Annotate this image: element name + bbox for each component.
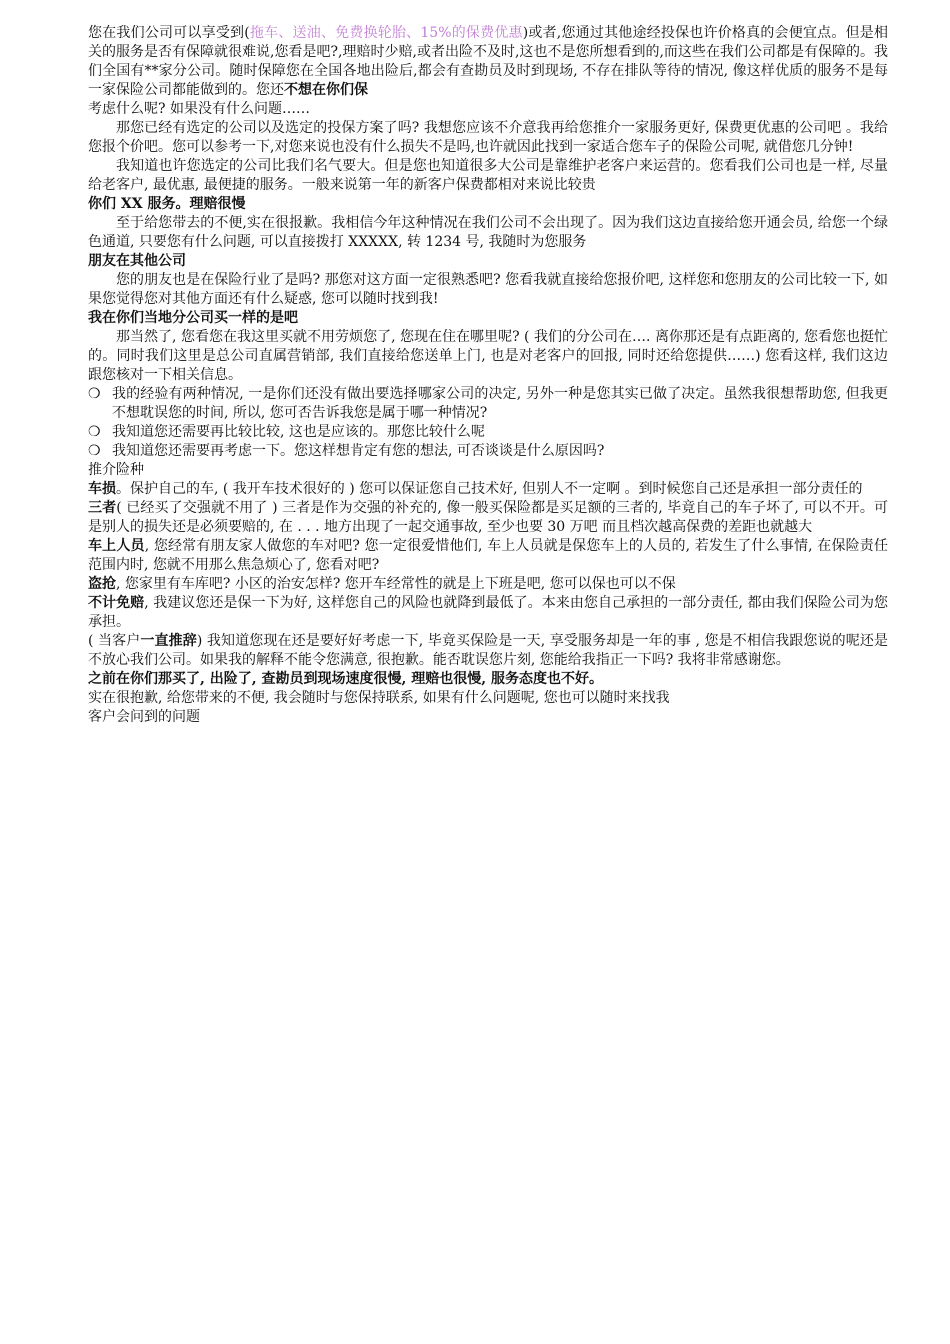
heading-bad-experience: 之前在你们那买了, 出险了, 查勘员到现场速度很慢, 理赔也很慢, 服务态度也不好。 [88, 671, 603, 687]
paragraph-passengers: 车上人员, 您经常有朋友家人做您的车对吧? 您一定很爱惜他们, 车上人员就是保您车上的人员的, 若发生了什么事情, 在保险责任范围内时, 您就不用那么焦急烦心了, 您看对吧? [88, 538, 888, 573]
bullet-item: ❍ 我知道您还需要再比较比较, 这也是应该的。那您比较什么呢 [88, 424, 485, 440]
paragraph-friend: 您的朋友也是在保险行业了是吗? 那您对这方面一定很熟悉吧? 您看我就直接给您报价吧, 这样您和您朋友的公司比较一下, 如果您觉得您对其他方面还有什么疑惑, 您可以随时找到我! [88, 272, 888, 307]
coverage-label: 不计免赔 [88, 595, 145, 611]
heading-friend-other-company: 朋友在其他公司 [88, 253, 186, 269]
paragraph-third-party: 三者( 已经买了交强就不用了 ) 三者是作为交强的补充的, 像一般买保险都是买足额的三者的, 毕竟自己的车子坏了, 可以不开。可是别人的损失还是必须要赔的, 在 . . . 地方出现了一起交通事故, 至少也要 30 万吧 而且档次越高保费的差距也就越大 [88, 500, 888, 535]
promo-highlight: 拖车、送油、免费换轮胎、15%的保费优惠 [249, 25, 523, 41]
bullet-item: ❍ 我的经验有两种情况, 一是你们还没有做出要选择哪家公司的决定, 另外一种是您其实已做了决定。虽然我很想帮助您, 但我更不想耽误您的时间, 所以, 您可否告诉我您是属于哪一种情况? [88, 386, 888, 421]
paragraph-local-branch: 那当然了, 您看您在我这里买就不用劳烦您了, 您现在住在哪里呢? ( 我们的分公司在…. 离你那还是有点距离的, 您看您也挺忙的。同时我们这里是总公司直属营销部, 我们直接给您送单上门, 也是对老客户的回报, 同时还给您提供……) 您看这样, 我们这边跟您核对一下相关信息。 [88, 329, 888, 383]
heading-local-branch: 我在你们当地分公司买一样的是吧 [88, 310, 298, 326]
bullet-circle-icon: ❍ [88, 424, 101, 440]
coverage-label: 三者 [88, 500, 117, 516]
paragraph-apology: 实在很抱歉, 给您带来的不便, 我会随时与您保持联系, 如果有什么问题呢, 您也可以随时来找我 [88, 690, 670, 706]
paragraph-big-company: 我知道也许您选定的公司比我们名气要大。但是您也知道很多大公司是靠维护老客户来运营的。您看我们公司也是一样, 尽量给老客户, 最优惠, 最便捷的服务。一般来说第一年的新客户保费都相对来说比较贵 [88, 158, 888, 193]
heading-recommended-coverage: 推介险种 [88, 462, 144, 478]
bullet-item: ❍ 我知道您还需要再考虑一下。您这样想肯定有您的想法, 可否谈谈是什么原因吗? [88, 443, 605, 459]
bold-phrase: 不想在你们保 [284, 82, 368, 98]
paragraph-vehicle-damage: 车损。保护自己的车, ( 我开车技术很好的 ) 您可以保证您自己技术好, 但别人不一定啊 。到时候您自己还是承担一部分责任的 [88, 481, 863, 497]
heading-slow-claims: 你们 XX 服务。理赔很慢 [88, 196, 246, 212]
coverage-label: 盗抢 [88, 576, 116, 592]
document-body [88, 24, 888, 727]
bullet-circle-icon: ❍ [88, 443, 101, 459]
coverage-label: 车损 [88, 481, 116, 497]
bold-phrase: 一直推辞 [140, 633, 197, 649]
bullet-circle-icon: ❍ [88, 386, 101, 402]
paragraph-recommend: 那您已经有选定的公司以及选定的投保方案了吗? 我想您应该不介意我再给您推介一家服务更好, 保费更优惠的公司吧 。我给您报个价吧。您可以参考一下,对您来说也没有什么损失不是吗,也许就因此找到一家适合您车子的保险公司呢, 就借您几分钟! [88, 120, 888, 155]
paragraph-green-channel: 至于给您带去的不便,实在很报歉。我相信今年这种情况在我们公司不会出现了。因为我们这边直接给您开通会员, 给您一个绿色通道, 只要您有什么问题, 可以直接拨打 XXXXX, 转 1234 号, 我随时为您服务 [88, 215, 888, 250]
paragraph-customer-declines: ( 当客户一直推辞) 我知道您现在还是要好好考虑一下, 毕竟买保险是一天, 享受服务却是一年的事 , 您是不相信我跟您说的呢还是不放心我们公司。如果我的解释不能令您满意, 很抱歉。能否耽误您片刻, 您能给我指正一下吗? 我将非常感谢您。 [88, 633, 888, 668]
paragraph-theft: 盗抢, 您家里有车库吧? 小区的治安怎样? 您开车经常性的就是上下班是吧, 您可以保也可以不保 [88, 576, 676, 592]
paragraph-customer-questions: 客户会问到的问题 [88, 709, 200, 725]
paragraph-intro: 您在我们公司可以享受到(拖车、送油、免费换轮胎、15%的保费优惠)或者,您通过其他途经投保也许价格真的会便宜点。但是相关的服务是否有保障就很难说,您看是吧?,理赔时少赔,或者出险不及时,这也不是您所想看到的,而这些在我们公司都是有保障的。我们全国有**家分公司。随时保障您在全国各地出险后,都会有查勘员及时到现场, 不存在排队等待的情况, 像这样优质的服务不是每一家保险公司都能做到的。您还不想在你们保 考虑什么呢? 如果没有什么问题…… [88, 25, 888, 117]
paragraph-no-deductible: 不计免赔, 我建议您还是保一下为好, 这样您自己的风险也就降到最低了。本来由您自己承担的一部分责任, 都由我们保险公司为您承担。 [88, 595, 888, 630]
coverage-label: 车上人员 [88, 538, 145, 554]
